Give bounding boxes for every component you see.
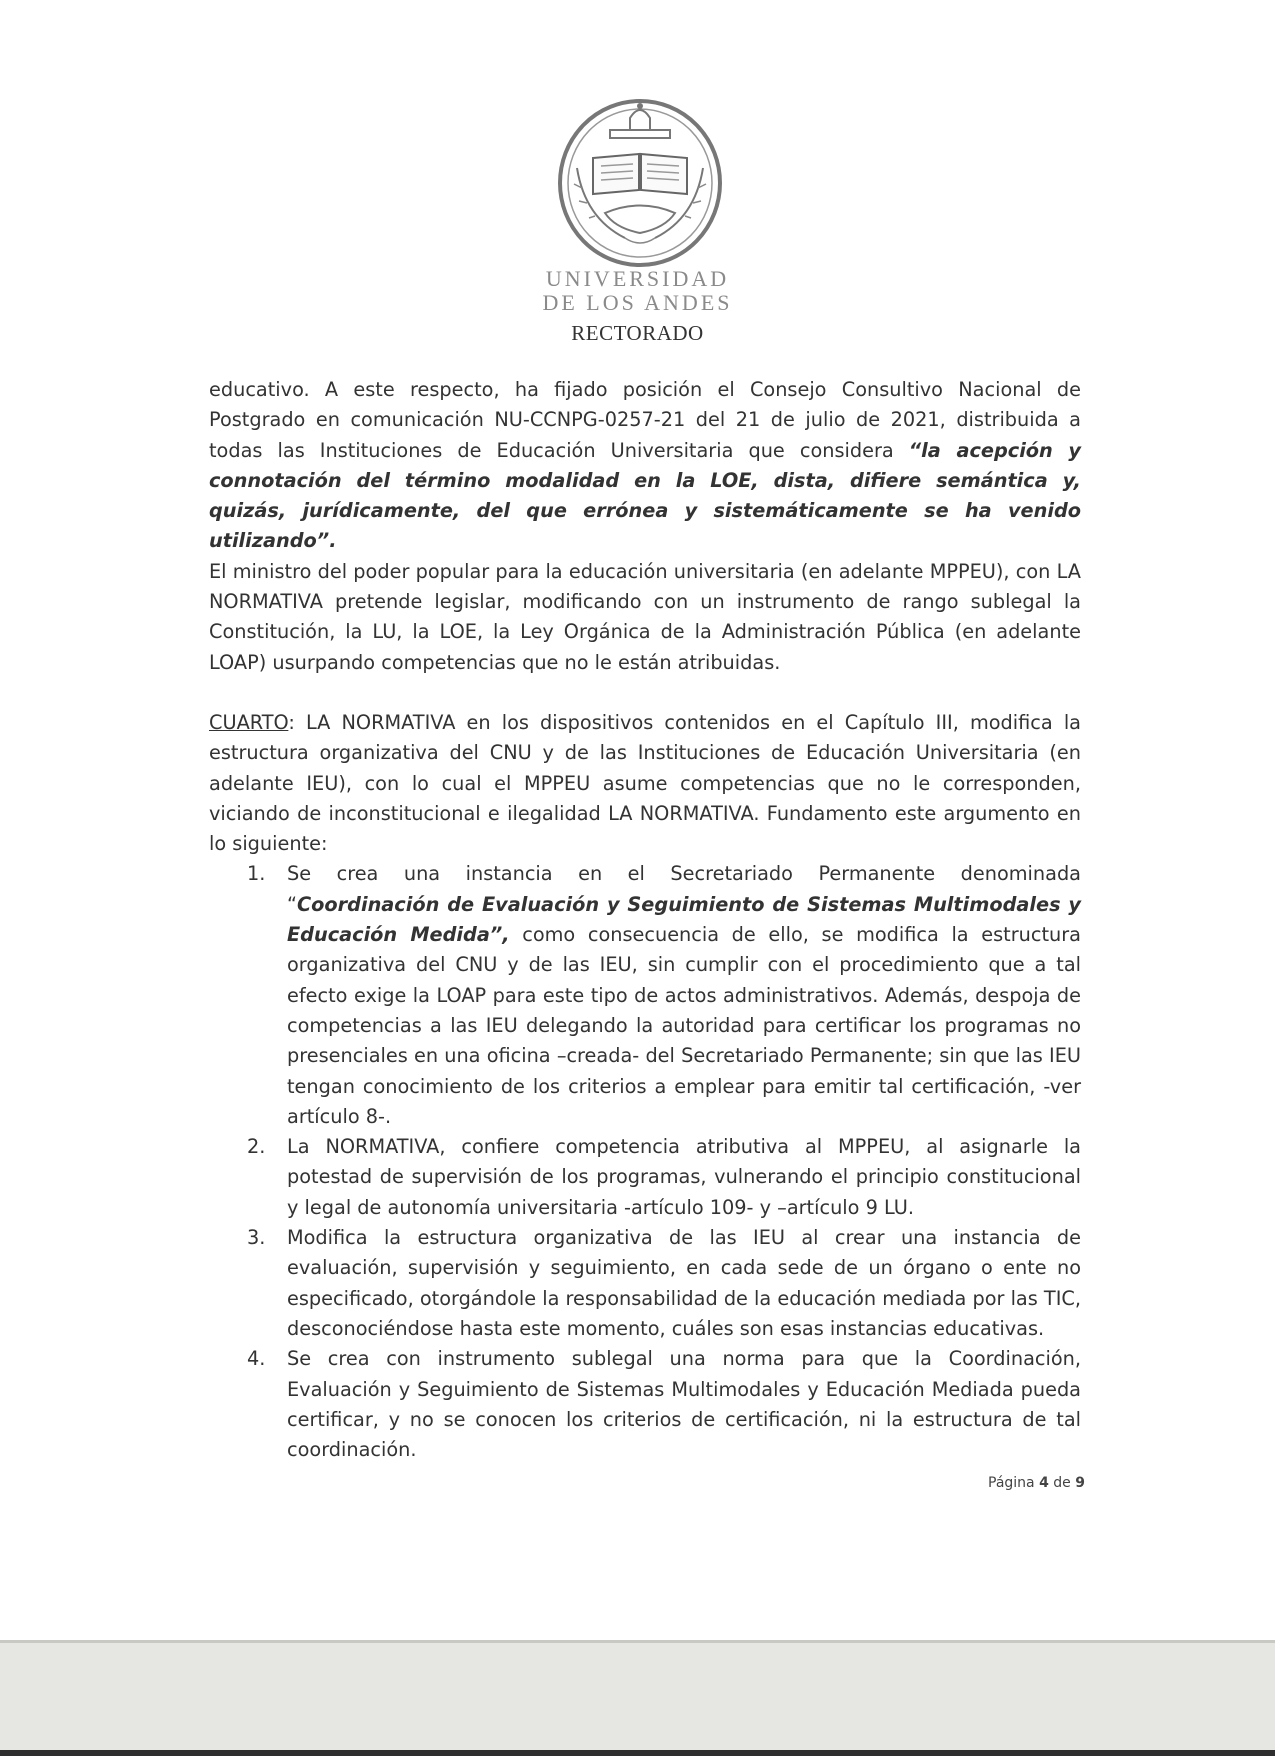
section-cuarto [209,708,1081,859]
list-item-text: Se crea una instancia en el Secretariado Permanente denominada “ [287,862,1081,916]
page-total: 9 [1075,1475,1085,1491]
institution-name-line2: DE LOS ANDES [542,290,733,315]
paragraph-ministro: El ministro del poder popular para la educación universitaria (en adelante MPPEU), con LA NORMATIVA pretende legislar, modificando con un instrumento de rango sublegal la Constitución, la LU, la LOE, la Ley Orgánica de la Administración Pública (en adelante LOAP) usurpando competencias que no le están atribuidas. [209,559,1081,674]
list-item-text: Modifica la estructura organizativa de las IEU al crear una instancia de evaluación, supervisión y seguimiento, en cada sede de un órgano o ente no especificado, otorgándole la responsabilidad de la educación mediada por las TIC, desconociéndose hasta este momento, cuáles son esas instancias educativas. [287,1226,1081,1340]
scanner-edge [0,1640,1275,1756]
paragraph-text: educativo. A este respecto, ha fijado posición el Consejo Consultivo Nacional de Postgrado en comunicación NU-CCNPG-0257-21 del 21 de julio de 2021, distribuida a todas las Instituciones de Educación Universitaria que considera [209,378,1081,462]
list-item-number: 3. [247,1226,266,1250]
list-item-text: como consecuencia de ello, se modifica la estructura organizativa del CNU y de las IEU, sin cumplir con el procedimiento que a tal efecto exige la LOAP para este tipo de actos administrativos. Además, despoja de competencias a las IEU delegando la autoridad para certificar los programas no presenciales en una oficina –creada- del Secretariado Permanente; sin que las IEU tengan conocimiento de los criterios a emplear para emitir tal certificación, -ver artículo 8-. [287,923,1081,1128]
office-title: RECTORADO [571,321,704,345]
page-of-word: de [1053,1475,1071,1491]
quoted-statement: “la acepción y connotación del término modalidad en la LOE, dista, difiere semántica y, quizás, jurídicamente, del que errónea y sistemáticamente se ha venido utilizando”. [209,438,1081,553]
list-item-text: La NORMATIVA, confiere competencia atributiva al MPPEU, al asignarle la potestad de supervisión de los programas, vulnerando el principio constitucional y legal de autonomía universitaria -artículo 109- y –artículo 9 LU. [287,1135,1081,1219]
list-item-number: 1. [247,862,266,886]
section-text: : LA NORMATIVA en los dispositivos contenidos en el Capítulo III, modifica la estructura organizativa del CNU y de las Instituciones de Educación Universitaria (en adelante IEU), con lo cual el MPPEU asume competencias que no le corresponden, viciando de inconstitucional e ilegalidad LA NORMATIVA. Fundamento este argumento en lo siguiente: [209,710,1081,856]
institution-name-line1: UNIVERSIDAD [545,266,730,291]
page-word: Página [988,1475,1035,1491]
list-item-emphasis: Coordinación de Evaluación y Seguimiento de Sistemas Multimodales y Educación Medida”, [287,892,1081,947]
page-current: 4 [1039,1475,1049,1491]
list-item [209,859,1081,1132]
list-item [209,1132,1081,1223]
list-item [209,1344,1081,1465]
university-seal-icon [555,98,725,268]
list-item-number: 2. [247,1135,266,1159]
list-item-text: Se crea con instrumento sublegal una norma para que la Coordinación, Evaluación y Seguimiento de Sistemas Multimodales y Educación Mediada pueda certificar, y no se conocen los criterios de certificación, ni la estructura de tal coordinación. [287,1347,1081,1462]
numbered-list [209,859,1081,1465]
list-item-number: 4. [247,1347,266,1371]
section-label: CUARTO [209,710,289,734]
document-body [209,375,1081,1465]
page-number [988,1475,1085,1491]
paragraph-educativo [209,375,1081,557]
list-item [209,1223,1081,1344]
